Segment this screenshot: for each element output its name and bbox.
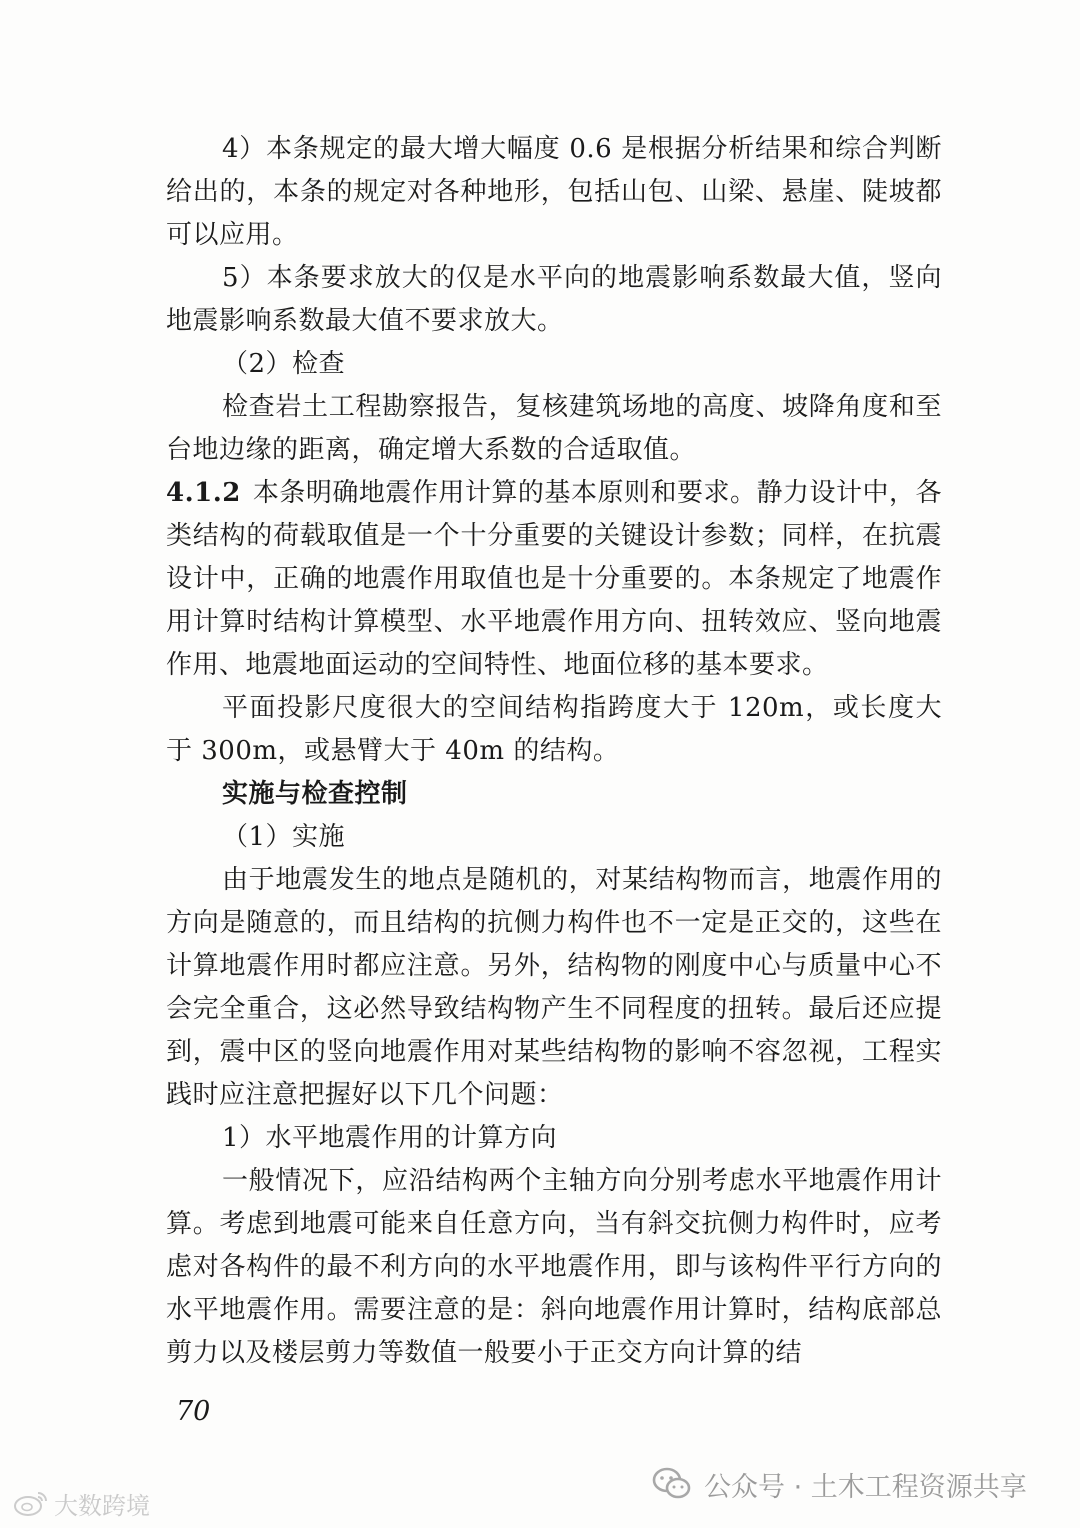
watermark-weibo <box>12 1486 150 1520</box>
clause-4-1-2 <box>166 472 942 687</box>
paragraph-space-structure: 平面投影尺度很大的空间结构指跨度大于 120m，或长度大于 300m，或悬臂大于 40m 的结构。 <box>166 693 942 766</box>
clause-text: 本条明确地震作用计算的基本原则和要求。静力设计中，各类结构的荷载取值是一个十分重要的关键设计参数；同样，在抗震设计中，正确的地震作用取值也是十分重要的。本条规定了地震作用计算时结构计算模型、水平地震作用方向、扭转效应、竖向地震作用、地震地面运动的空间特性、地面位移的基本要求。 <box>166 478 942 680</box>
section-heading: 实施与检查控制 <box>222 779 408 809</box>
body-text <box>166 128 942 1375</box>
paragraph-check: 检查岩土工程勘察报告，复核建筑场地的高度、坡降角度和至台地边缘的距离，确定增大系数的合适取值。 <box>166 392 942 465</box>
subheading-check: （2）检查 <box>222 349 346 379</box>
paragraph-item-4: 4）本条规定的最大增大幅度 0.6 是根据分析结果和综合判断给出的，本条的规定对各种地形，包括山包、山梁、悬崖、陡坡都可以应用。 <box>166 134 942 250</box>
clause-number: 4.1.2 <box>166 478 241 508</box>
subheading-implementation: （1）实施 <box>222 822 346 852</box>
watermark-wechat <box>652 1464 1027 1504</box>
page-number: 70 <box>176 1396 211 1427</box>
wechat-icon <box>652 1467 692 1501</box>
paragraph-implementation: 由于地震发生的地点是随机的，对某结构物而言，地震作用的方向是随意的，而且结构的抗侧力构件也不一定是正交的，这些在计算地震作用时都应注意。另外，结构物的刚度中心与质量中心不会完全重合，这必然导致结构物产生不同程度的扭转。最后还应提到，震中区的竖向地震作用对某些结构物的影响不容忽视，工程实践时应注意把握好以下几个问题： <box>166 865 942 1110</box>
watermark-wechat-text: 公众号 · 土木工程资源共享 <box>704 1471 1027 1503</box>
watermark-weibo-text: 大数跨境 <box>54 1491 150 1520</box>
paragraph-direction: 一般情况下，应沿结构两个主轴方向分别考虑水平地震作用计算。考虑到地震可能来自任意方向，当有斜交抗侧力构件时，应考虑对各构件的最不利方向的水平地震作用，即与该构件平行方向的水平地震作用。需要注意的是：斜向地震作用计算时，结构底部总剪力以及楼层剪力等数值一般要小于正交方向计算的结 <box>166 1166 942 1368</box>
paragraph-item-5: 5）本条要求放大的仅是水平向的地震影响系数最大值，竖向地震影响系数最大值不要求放大。 <box>166 263 942 336</box>
subheading-direction: 1）水平地震作用的计算方向 <box>222 1123 558 1153</box>
weibo-icon <box>12 1489 50 1517</box>
